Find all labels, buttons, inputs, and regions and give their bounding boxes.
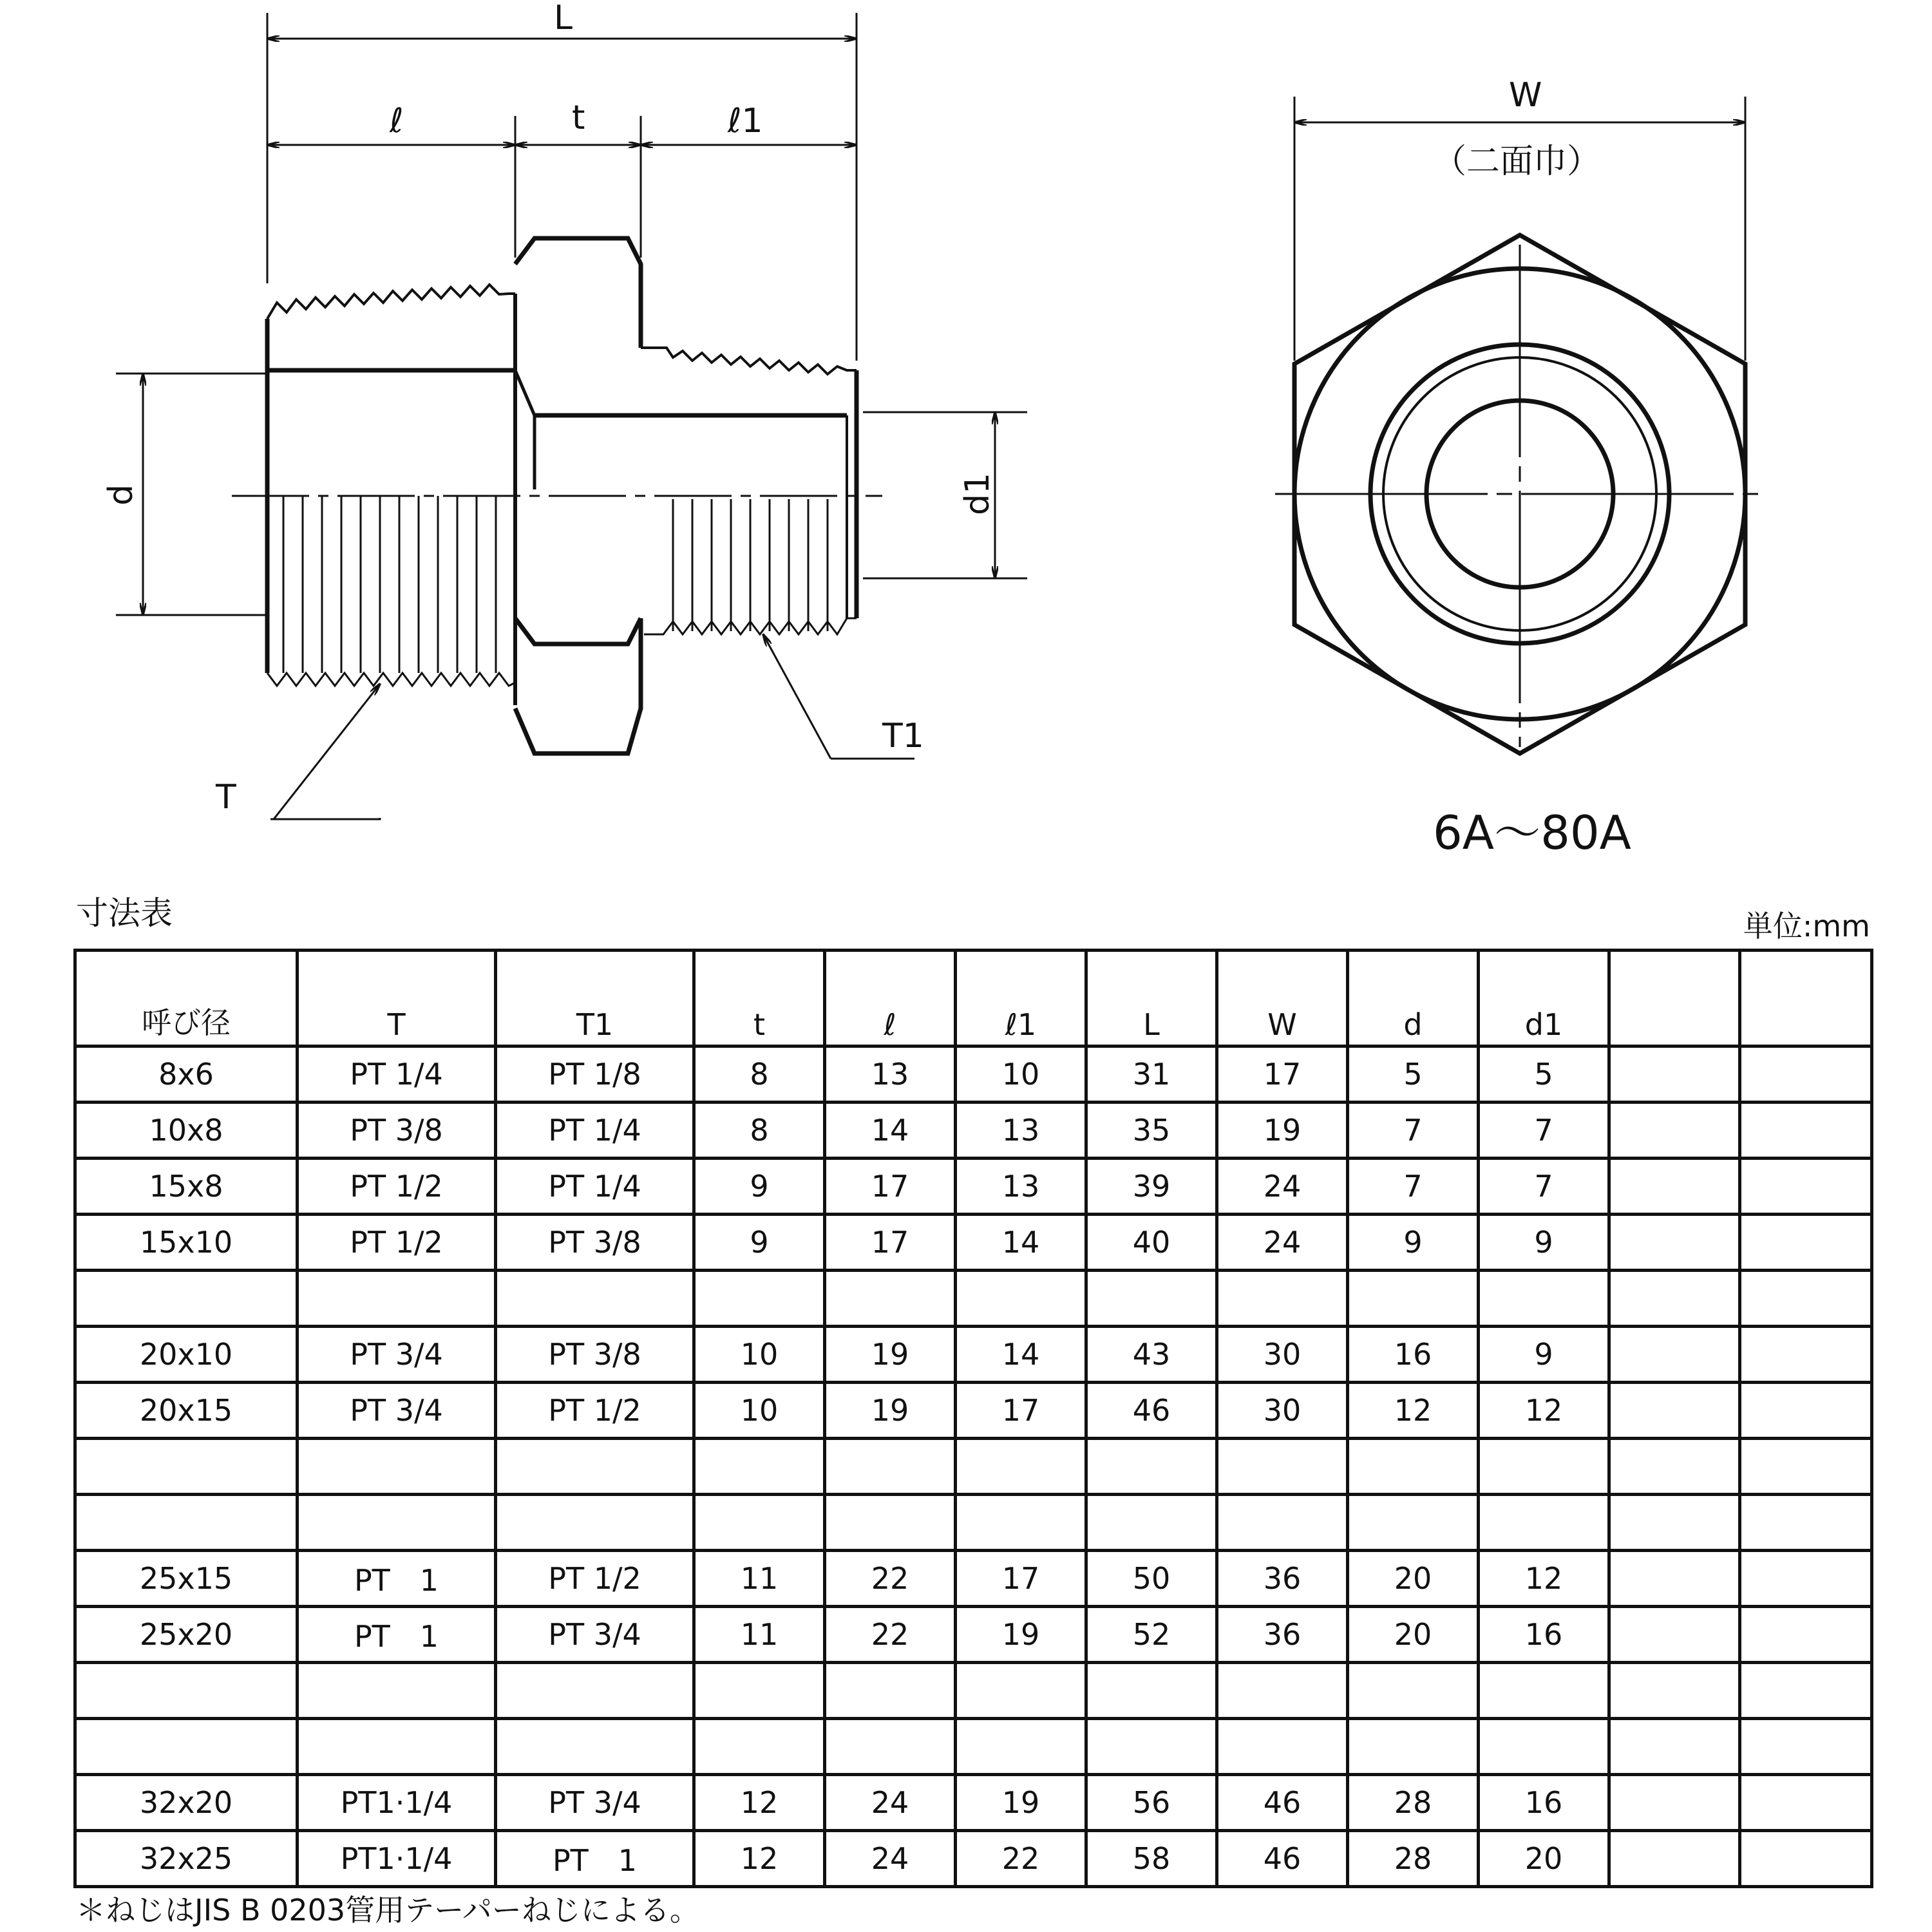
table-row xyxy=(75,1775,1872,1831)
table-row xyxy=(75,1327,1872,1383)
table-cell: 22 xyxy=(956,1831,1086,1887)
table-cell xyxy=(1609,1215,1740,1271)
table-cell xyxy=(825,1495,956,1551)
table-cell xyxy=(1609,1383,1740,1439)
table-cell: PT 3/4 xyxy=(496,1775,694,1831)
table-cell xyxy=(1740,1383,1872,1439)
table-cell: 8x6 xyxy=(75,1046,298,1103)
table-cell: 17 xyxy=(956,1551,1086,1607)
header-T: T xyxy=(298,951,496,1046)
label-W-note: （二面巾） xyxy=(1433,142,1601,181)
table-cell xyxy=(1479,1495,1609,1551)
table-cell xyxy=(1609,1271,1740,1327)
table-cell xyxy=(1740,1271,1872,1327)
table-cell: 8 xyxy=(694,1046,825,1103)
table-cell xyxy=(1609,1831,1740,1887)
table-cell xyxy=(75,1495,298,1551)
table-cell: PT 1/2 xyxy=(298,1159,496,1215)
table-cell xyxy=(1740,1215,1872,1271)
header-blank xyxy=(1609,951,1740,1046)
header-T1: T1 xyxy=(496,951,694,1046)
table-cell: PT 1/4 xyxy=(496,1159,694,1215)
table-row xyxy=(75,1495,1872,1551)
table-cell: 25x15 xyxy=(75,1551,298,1607)
table-cell xyxy=(1609,1607,1740,1663)
table-cell: 10 xyxy=(956,1046,1086,1103)
table-cell: 16 xyxy=(1348,1327,1479,1383)
table-cell: 20x10 xyxy=(75,1327,298,1383)
table-cell xyxy=(1740,1046,1872,1103)
table-cell: PT 1 xyxy=(496,1831,694,1887)
table-cell xyxy=(1217,1663,1348,1719)
table-row xyxy=(75,1439,1872,1495)
label-T1: T1 xyxy=(882,717,924,755)
table-cell xyxy=(75,1439,298,1495)
table-cell: 19 xyxy=(956,1775,1086,1831)
header-nominal: 呼び径 xyxy=(75,951,298,1046)
table-cell: 35 xyxy=(1086,1103,1217,1159)
table-cell xyxy=(1086,1439,1217,1495)
table-cell xyxy=(1740,1775,1872,1831)
label-range: 6A～80A xyxy=(1433,806,1631,860)
table-cell: 16 xyxy=(1479,1775,1609,1831)
table-cell: 20 xyxy=(1348,1551,1479,1607)
table-cell xyxy=(1479,1663,1609,1719)
table-title: 寸法表 xyxy=(76,895,173,932)
table-cell xyxy=(298,1439,496,1495)
table-cell: 17 xyxy=(825,1215,956,1271)
table-cell: 24 xyxy=(825,1775,956,1831)
table-unit: 単位:mm xyxy=(1743,909,1870,943)
table-cell: 24 xyxy=(1217,1215,1348,1271)
table-cell: 40 xyxy=(1086,1215,1217,1271)
table-cell xyxy=(1217,1439,1348,1495)
table-cell xyxy=(1086,1663,1217,1719)
table-cell: 20x15 xyxy=(75,1383,298,1439)
table-cell: 15x10 xyxy=(75,1215,298,1271)
table-cell xyxy=(1609,1663,1740,1719)
table-cell xyxy=(1609,1775,1740,1831)
table-cell: 12 xyxy=(1479,1551,1609,1607)
table-row xyxy=(75,1159,1872,1215)
table-cell: 15x8 xyxy=(75,1159,298,1215)
table-cell: 13 xyxy=(956,1103,1086,1159)
table-cell: PT 3/8 xyxy=(496,1215,694,1271)
table-cell: 9 xyxy=(1348,1215,1479,1271)
table-cell xyxy=(825,1663,956,1719)
header-blank xyxy=(1740,951,1872,1046)
table-cell xyxy=(1609,1159,1740,1215)
table-cell: 19 xyxy=(825,1383,956,1439)
header-l: ℓ xyxy=(825,951,956,1046)
table-cell xyxy=(1609,1327,1740,1383)
table-cell: 16 xyxy=(1479,1607,1609,1663)
table-cell: PT 1 xyxy=(298,1551,496,1607)
table-cell xyxy=(1740,1103,1872,1159)
table-cell xyxy=(694,1663,825,1719)
table-cell: PT 3/8 xyxy=(298,1103,496,1159)
table-row xyxy=(75,1383,1872,1439)
table-cell xyxy=(1348,1439,1479,1495)
table-cell: 5 xyxy=(1479,1046,1609,1103)
table-cell: PT 3/4 xyxy=(298,1383,496,1439)
table-cell xyxy=(1086,1271,1217,1327)
table-cell xyxy=(694,1495,825,1551)
table-cell: 36 xyxy=(1217,1607,1348,1663)
table-cell xyxy=(496,1439,694,1495)
table-cell: 8 xyxy=(694,1103,825,1159)
table-cell xyxy=(1086,1719,1217,1775)
dimension-table xyxy=(73,949,1873,1888)
table-cell: 14 xyxy=(956,1215,1086,1271)
table-cell xyxy=(75,1663,298,1719)
table-cell xyxy=(298,1663,496,1719)
header-d: d xyxy=(1348,951,1479,1046)
table-cell xyxy=(1348,1495,1479,1551)
table-cell xyxy=(496,1271,694,1327)
table-cell: 19 xyxy=(1217,1103,1348,1159)
table-cell xyxy=(1609,1551,1740,1607)
table-cell xyxy=(1609,1103,1740,1159)
label-L: L xyxy=(554,0,573,37)
table-cell: 20 xyxy=(1348,1607,1479,1663)
table-cell: PT 1/4 xyxy=(298,1046,496,1103)
table-cell: 5 xyxy=(1348,1046,1479,1103)
table-cell: 32x20 xyxy=(75,1775,298,1831)
table-cell xyxy=(1086,1495,1217,1551)
table-cell xyxy=(956,1495,1086,1551)
table-row xyxy=(75,1719,1872,1775)
table-cell: 24 xyxy=(1217,1159,1348,1215)
table-cell xyxy=(1348,1271,1479,1327)
table-cell: 7 xyxy=(1479,1103,1609,1159)
table-cell xyxy=(956,1663,1086,1719)
table-cell: 12 xyxy=(1479,1383,1609,1439)
table-cell: 7 xyxy=(1479,1159,1609,1215)
table-cell: 30 xyxy=(1217,1327,1348,1383)
table-cell xyxy=(1740,1439,1872,1495)
table-cell xyxy=(1740,1159,1872,1215)
table-cell xyxy=(825,1271,956,1327)
table-cell: 12 xyxy=(694,1775,825,1831)
header-d1: d1 xyxy=(1479,951,1609,1046)
table-cell: 17 xyxy=(825,1159,956,1215)
table-cell: 19 xyxy=(825,1327,956,1383)
table-cell: 50 xyxy=(1086,1551,1217,1607)
table-cell xyxy=(956,1719,1086,1775)
table-cell: PT 1/2 xyxy=(496,1551,694,1607)
table-cell xyxy=(1348,1663,1479,1719)
table-cell: 28 xyxy=(1348,1831,1479,1887)
table-cell: 46 xyxy=(1217,1831,1348,1887)
table-cell: 11 xyxy=(694,1607,825,1663)
table-row xyxy=(75,1551,1872,1607)
table-cell xyxy=(1609,1495,1740,1551)
table-cell xyxy=(75,1719,298,1775)
table-cell xyxy=(496,1719,694,1775)
left-thread-top xyxy=(267,285,515,319)
table-cell: 12 xyxy=(694,1831,825,1887)
table-cell: 52 xyxy=(1086,1607,1217,1663)
table-cell: 20 xyxy=(1479,1831,1609,1887)
table-cell xyxy=(694,1271,825,1327)
table-cell xyxy=(1740,1495,1872,1551)
table-row xyxy=(75,1103,1872,1159)
table-row xyxy=(75,1831,1872,1887)
table-cell xyxy=(1740,1663,1872,1719)
table-cell: 43 xyxy=(1086,1327,1217,1383)
table-cell xyxy=(1479,1439,1609,1495)
table-cell: PT 1 xyxy=(298,1607,496,1663)
table-cell: 17 xyxy=(956,1383,1086,1439)
table-cell: 46 xyxy=(1086,1383,1217,1439)
table-cell: PT 3/4 xyxy=(298,1327,496,1383)
table-cell: PT 3/8 xyxy=(496,1327,694,1383)
table-cell xyxy=(1740,1327,1872,1383)
table-cell xyxy=(1217,1495,1348,1551)
label-T: T xyxy=(216,778,236,817)
table-cell: 7 xyxy=(1348,1159,1479,1215)
table-header-row xyxy=(75,951,1872,1046)
table-cell: PT 1/2 xyxy=(496,1383,694,1439)
table-cell xyxy=(956,1271,1086,1327)
table-cell xyxy=(825,1719,956,1775)
table-cell: 19 xyxy=(956,1607,1086,1663)
technical-drawing xyxy=(0,0,1932,869)
table-cell xyxy=(956,1439,1086,1495)
table-cell xyxy=(298,1719,496,1775)
table-cell xyxy=(694,1439,825,1495)
end-view xyxy=(1275,97,1765,753)
table-cell: 12 xyxy=(1348,1383,1479,1439)
table-cell: 24 xyxy=(825,1831,956,1887)
table-cell xyxy=(496,1495,694,1551)
table-row xyxy=(75,1215,1872,1271)
table-cell xyxy=(496,1663,694,1719)
table-cell xyxy=(694,1719,825,1775)
table-cell: 22 xyxy=(825,1551,956,1607)
table-cell: 28 xyxy=(1348,1775,1479,1831)
header-l1: ℓ1 xyxy=(956,951,1086,1046)
table-cell: 14 xyxy=(825,1103,956,1159)
table-cell: 10 xyxy=(694,1327,825,1383)
table-cell xyxy=(1479,1271,1609,1327)
table-cell xyxy=(1740,1607,1872,1663)
table-cell xyxy=(1740,1719,1872,1775)
table-cell: 9 xyxy=(694,1159,825,1215)
table-cell xyxy=(1609,1046,1740,1103)
table-row xyxy=(75,1663,1872,1719)
table-cell: 9 xyxy=(1479,1215,1609,1271)
table-cell: 36 xyxy=(1217,1551,1348,1607)
table-cell: PT1·1/4 xyxy=(298,1775,496,1831)
table-cell: 9 xyxy=(694,1215,825,1271)
table-cell: 10x8 xyxy=(75,1103,298,1159)
table-cell xyxy=(75,1271,298,1327)
table-cell: 31 xyxy=(1086,1046,1217,1103)
table-cell: PT1·1/4 xyxy=(298,1831,496,1887)
footnote: ＊ねじはJIS B 0203管用テーパーねじによる。 xyxy=(76,1893,699,1927)
table-cell xyxy=(298,1271,496,1327)
table-cell: PT 1/4 xyxy=(496,1103,694,1159)
table-cell: 22 xyxy=(825,1607,956,1663)
table-cell xyxy=(1217,1719,1348,1775)
table-cell: 17 xyxy=(1217,1046,1348,1103)
table-row xyxy=(75,1607,1872,1663)
label-l: ℓ xyxy=(390,102,404,140)
table-cell xyxy=(825,1439,956,1495)
table-cell: 13 xyxy=(956,1159,1086,1215)
table-cell xyxy=(1740,1551,1872,1607)
label-d: d xyxy=(102,484,140,506)
table-cell: 30 xyxy=(1217,1383,1348,1439)
table-cell: 14 xyxy=(956,1327,1086,1383)
label-d1: d1 xyxy=(958,472,997,515)
table-cell xyxy=(1479,1719,1609,1775)
table-cell: PT 1/2 xyxy=(298,1215,496,1271)
table-cell xyxy=(298,1495,496,1551)
table-cell: 13 xyxy=(825,1046,956,1103)
label-l1: ℓ1 xyxy=(728,102,763,140)
table-cell: 58 xyxy=(1086,1831,1217,1887)
table-cell: 10 xyxy=(694,1383,825,1439)
table-cell: 39 xyxy=(1086,1159,1217,1215)
table-row xyxy=(75,1271,1872,1327)
table-cell: 32x25 xyxy=(75,1831,298,1887)
right-thread-top xyxy=(641,348,857,374)
label-W: W xyxy=(1509,76,1542,115)
table-cell: 56 xyxy=(1086,1775,1217,1831)
table-cell: 46 xyxy=(1217,1775,1348,1831)
table-row xyxy=(75,1046,1872,1103)
table-cell: 7 xyxy=(1348,1103,1479,1159)
table-cell: 25x20 xyxy=(75,1607,298,1663)
table-cell: PT 1/8 xyxy=(496,1046,694,1103)
table-cell xyxy=(1348,1719,1479,1775)
header-t: t xyxy=(694,951,825,1046)
header-W: W xyxy=(1217,951,1348,1046)
label-t: t xyxy=(572,99,585,137)
table-cell: 11 xyxy=(694,1551,825,1607)
table-cell xyxy=(1609,1439,1740,1495)
table-cell xyxy=(1217,1271,1348,1327)
table-cell: PT 3/4 xyxy=(496,1607,694,1663)
table-cell xyxy=(1740,1831,1872,1887)
header-L: L xyxy=(1086,951,1217,1046)
table-cell xyxy=(1609,1719,1740,1775)
table-cell: 9 xyxy=(1479,1327,1609,1383)
